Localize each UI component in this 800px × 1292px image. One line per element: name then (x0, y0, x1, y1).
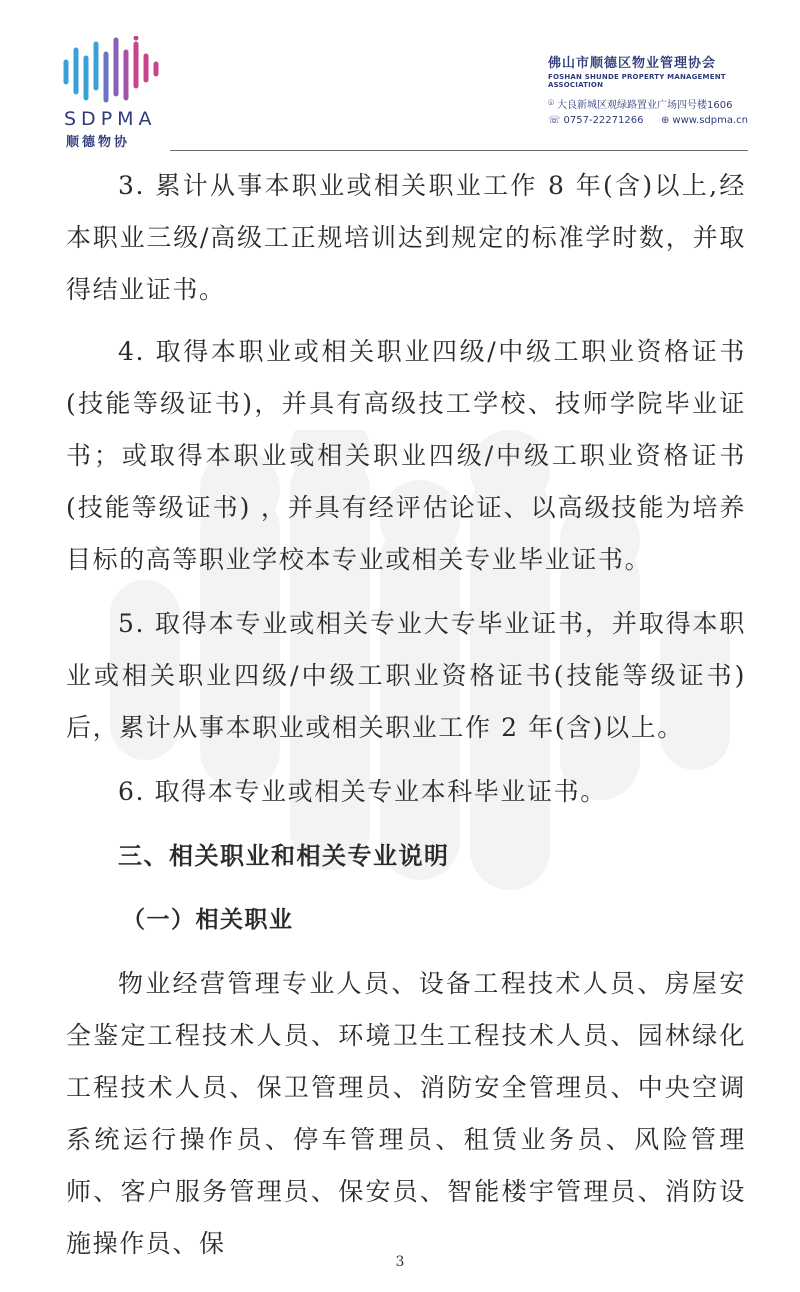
document-body (66, 160, 746, 1282)
globe-icon: ⊕ (661, 115, 670, 126)
phone-text: 0757-22271266 (563, 115, 644, 126)
website-link[interactable]: www.sdpma.cn (672, 115, 748, 126)
association-info (548, 52, 748, 126)
paragraph-item-4: 4. 取得本职业或相关职业四级/中级工职业资格证书(技能等级证书)，并具有高级技工学校、技师学院毕业证书；或取得本职业或相关职业四级/中级工职业资格证书(技能等级证书) ，并具有经评估论证、以高级技能为培养目标的高等职业学校本专业或相关专业毕业证书。 (66, 337, 746, 574)
phone-icon: ☏ (548, 115, 561, 126)
association-name-cn: 佛山市顺德区物业管理协会 (548, 56, 717, 71)
logo-subtitle: 顺德物协 (66, 135, 131, 150)
paragraph-item-5: 5. 取得本专业或相关专业大专毕业证书，并取得本职业或相关职业四级/中级工职业资格证书(技能等级证书)后，累计从事本职业或相关职业工作 2 年(含)以上。 (66, 609, 746, 742)
letterhead (0, 0, 800, 150)
logo-wordmark: SDPMA (64, 108, 157, 130)
association-name-en: FOSHAN SHUNDE PROPERTY MANAGEMENT ASSOCIATION (548, 73, 726, 89)
paragraph-related-jobs: 物业经营管理专业人员、设备工程技术人员、房屋安全鉴定工程技术人员、环境卫生工程技术人员、园林绿化工程技术人员、保卫管理员、消防安全管理员、中央空调系统运行操作员、停车管理员、租赁业务员、风险管理师、客户服务管理员、保安员、智能楼宇管理员、消防设施操作员、保 (66, 969, 746, 1258)
subsection-heading: （一）相关职业 (122, 907, 294, 933)
sdpma-logo-icon (62, 36, 162, 106)
section-heading: 三、相关职业和相关专业说明 (118, 842, 450, 870)
location-pin-icon: ⌾ (548, 98, 554, 109)
header-divider (170, 150, 748, 151)
paragraph-item-6: 6. 取得本专业或相关专业本科毕业证书。 (118, 777, 607, 806)
address-line (548, 96, 748, 111)
address-text: 大良新城区观绿路置业广场四号楼1606 (557, 100, 733, 111)
contact-line (548, 115, 748, 126)
paragraph-item-3: 3. 累计从事本职业或相关职业工作 8 年(含)以上,经本职业三级/高级工正规培训达到规定的标准学时数，并取得结业证书。 (66, 171, 746, 304)
page-number: 3 (395, 1254, 405, 1270)
